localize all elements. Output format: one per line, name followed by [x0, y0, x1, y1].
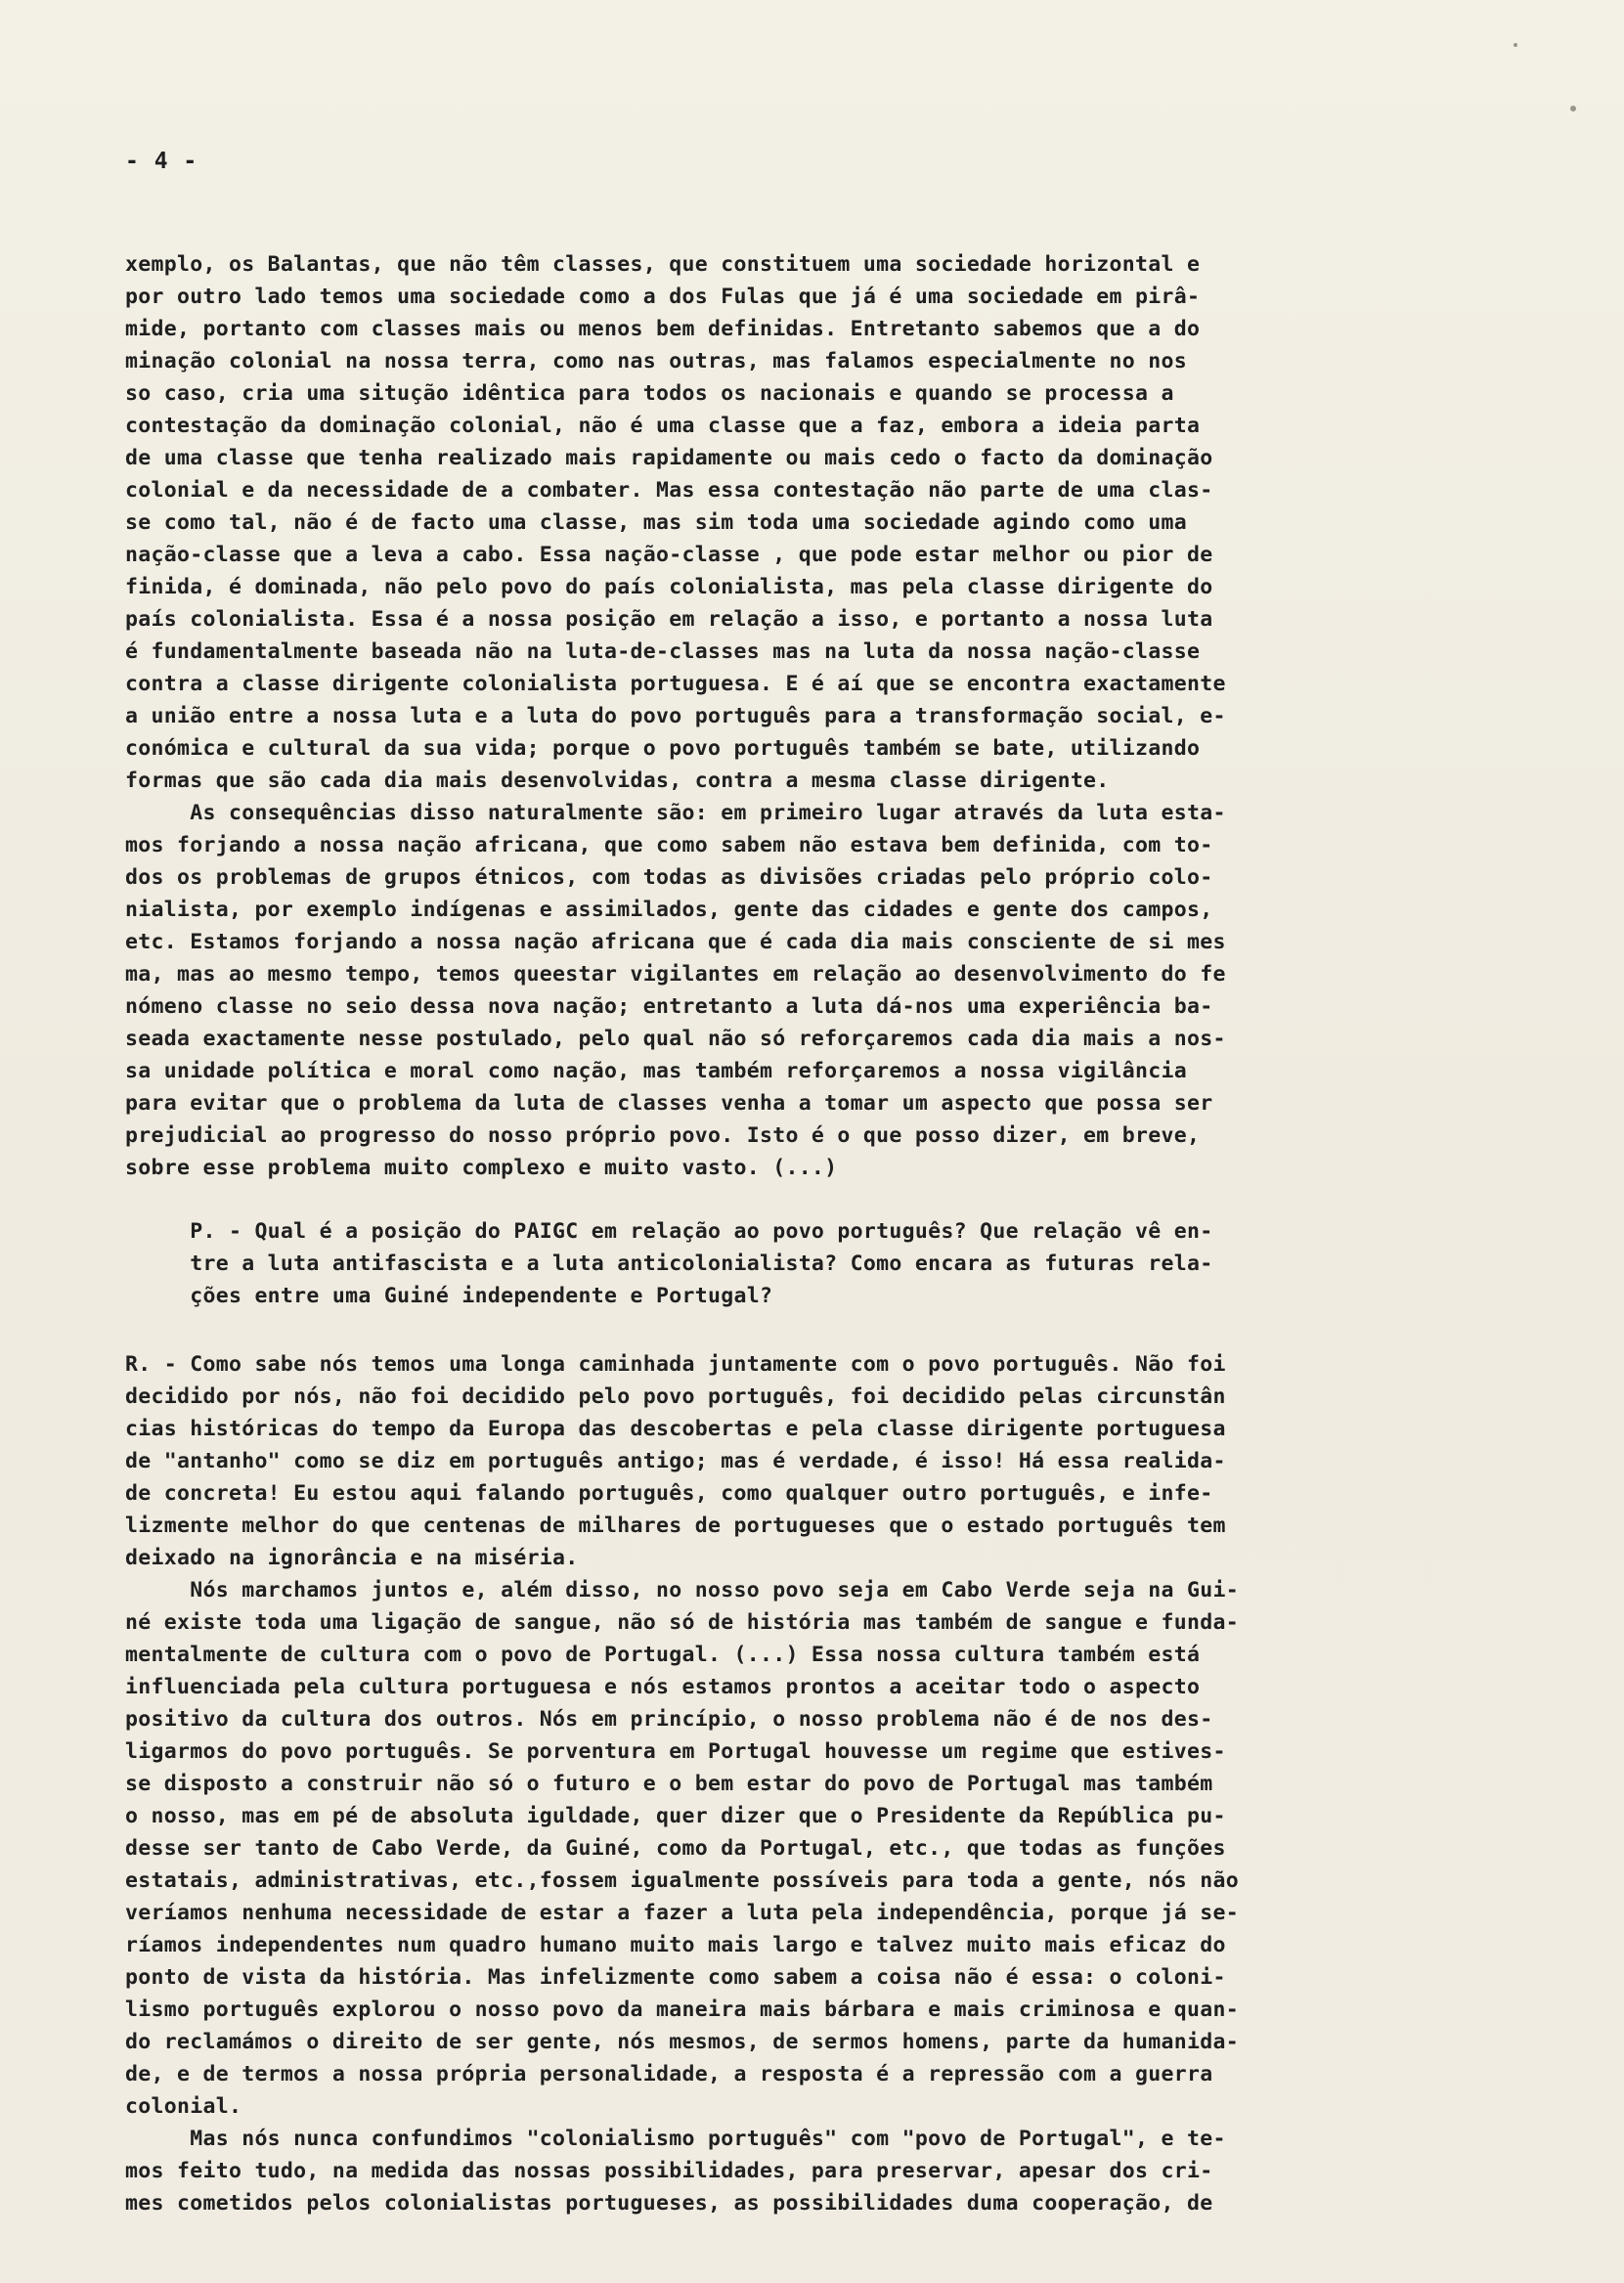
question-line: tre a luta antifascista e a luta anticolonialista? Como encara as futuras rela- — [125, 1251, 1213, 1276]
paragraph-1-line: xemplo, os Balantas, que não têm classes, que constituem uma sociedade horizontal e — [125, 252, 1201, 277]
paragraph-1 — [125, 248, 1474, 1184]
paragraph-1-line: finida, é dominada, não pelo povo do país colonialista, mas pela classe dirigente do — [125, 575, 1213, 599]
answer-line: de "antanho" como se diz em português antigo; mas é verdade, é isso! Há essa realida- — [125, 1449, 1226, 1473]
paragraph-1-line: colonial e da necessidade de a combater. Mas essa contestação não parte de uma clas- — [125, 478, 1213, 503]
answer-line: lismo português explorou o nosso povo da maneira mais bárbara e mais criminosa e quan- — [125, 1998, 1239, 2022]
answer-line: colonial. — [125, 2094, 242, 2119]
answer-line: lizmente melhor do que centenas de milhares de portugueses que o estado português tem — [125, 1514, 1226, 1538]
answer-line: positivo da cultura dos outros. Nós em princípio, o nosso problema não é de nos des- — [125, 1707, 1213, 1732]
paragraph-1-line: para evitar que o problema da luta de classes venha a tomar um aspecto que possa ser — [125, 1091, 1213, 1116]
paragraph-1-line: nómeno classe no seio dessa nova nação; entretanto a luta dá-nos uma experiência ba- — [125, 994, 1213, 1019]
answer-line: de, e de termos a nossa própria personalidade, a resposta é a repressão com a guerra — [125, 2062, 1213, 2086]
question-block — [125, 1215, 1474, 1312]
paragraph-1-line: etc. Estamos forjando a nossa nação africana que é cada dia mais consciente de si mes — [125, 930, 1226, 954]
paragraph-1-line: mos forjando a nossa nação africana, que como sabem não estava bem definida, com to- — [125, 833, 1213, 857]
answer-line: ponto de vista da história. Mas infelizmente como sabem a coisa não é essa: o coloni- — [125, 1965, 1226, 1990]
paragraph-1-line: país colonialista. Essa é a nossa posição em relação a isso, e portanto a nossa luta — [125, 607, 1213, 632]
paragraph-1-line: minação colonial na nossa terra, como nas outras, mas falamos especialmente no nos — [125, 349, 1188, 373]
answer-block — [125, 1348, 1474, 2219]
answer-line: veríamos nenhuma necessidade de estar a fazer a luta pela independência, porque já se- — [125, 1901, 1239, 1925]
answer-line: ligarmos do povo português. Se porventura em Portugal houvesse um regime que estives- — [125, 1739, 1226, 1764]
paragraph-1-line: so caso, cria uma situção idêntica para todos os nacionais e quando se processa a — [125, 381, 1174, 406]
paragraph-1-line: de uma classe que tenha realizado mais rapidamente ou mais cedo o facto da dominação — [125, 446, 1213, 470]
answer-line: mos feito tudo, na medida das nossas possibilidades, para preservar, apesar dos cri- — [125, 2159, 1213, 2183]
answer-line: deixado na ignorância e na miséria. — [125, 1546, 579, 1570]
paragraph-1-line: contestação da dominação colonial, não é uma classe que a faz, embora a ideia parta — [125, 414, 1201, 438]
paragraph-1-line: a união entre a nossa luta e a luta do povo português para a transformação social, e- — [125, 704, 1226, 728]
paragraph-1-line: As consequências disso naturalmente são: em primeiro lugar através da luta esta- — [125, 801, 1226, 825]
paper-speck — [1570, 106, 1576, 111]
answer-line: decidido por nós, não foi decidido pelo povo português, foi decidido pelas circunstân — [125, 1384, 1226, 1409]
paper-speck — [1514, 43, 1517, 47]
answer-line: Nós marchamos juntos e, além disso, no nosso povo seja em Cabo Verde seja na Gui- — [125, 1578, 1239, 1602]
paragraph-1-line: mide, portanto com classes mais ou menos bem definidas. Entretanto sabemos que a do — [125, 317, 1201, 341]
answer-line: né existe toda uma ligação de sangue, não só de história mas também de sangue e funda- — [125, 1610, 1239, 1635]
answer-line: o nosso, mas em pé de absoluta iguldade, quer dizer que o Presidente da República pu- — [125, 1804, 1226, 1828]
paragraph-1-line: seada exactamente nesse postulado, pelo qual não só reforçaremos cada dia mais a nos- — [125, 1027, 1226, 1051]
answer-line: R. - Como sabe nós temos uma longa caminhada juntamente com o povo português. Não foi — [125, 1352, 1226, 1377]
paragraph-1-line: nação-classe que a leva a cabo. Essa nação-classe , que pode estar melhor ou pior de — [125, 543, 1213, 567]
paragraph-1-line: ma, mas ao mesmo tempo, temos queestar vigilantes em relação ao desenvolvimento do fe — [125, 962, 1226, 987]
answer-line: cias históricas do tempo da Europa das descobertas e pela classe dirigente portuguesa — [125, 1417, 1226, 1441]
answer-line: de concreta! Eu estou aqui falando português, como qualquer outro português, e infe- — [125, 1481, 1213, 1506]
answer-line: estatais, administrativas, etc.,fossem igualmente possíveis para toda a gente, nós não — [125, 1868, 1239, 1893]
answer-line: influenciada pela cultura portuguesa e nós estamos prontos a aceitar todo o aspecto — [125, 1675, 1201, 1699]
question-line: ções entre uma Guiné independente e Portugal? — [125, 1284, 773, 1308]
paragraph-1-line: contra a classe dirigente colonialista portuguesa. E é aí que se encontra exactamente — [125, 672, 1226, 696]
answer-line: mes cometidos pelos colonialistas portugueses, as possibilidades duma cooperação, de — [125, 2191, 1213, 2216]
answer-line: ríamos independentes num quadro humano muito mais largo e talvez muito mais eficaz do — [125, 1933, 1226, 1957]
paragraph-1-line: é fundamentalmente baseada não na luta-de-classes mas na luta da nossa nação-classe — [125, 639, 1201, 664]
answer-line: Mas nós nunca confundimos "colonialismo português" com "povo de Portugal", e te- — [125, 2127, 1226, 2151]
answer-line: do reclamámos o direito de ser gente, nós mesmos, de sermos homens, parte da humanida- — [125, 2030, 1239, 2054]
paragraph-1-line: sobre esse problema muito complexo e muito vasto. (...) — [125, 1156, 838, 1180]
answer-line: desse ser tanto de Cabo Verde, da Guiné, como da Portugal, etc., que todas as funções — [125, 1836, 1226, 1861]
answer-line: mentalmente de cultura com o povo de Portugal. (...) Essa nossa cultura também está — [125, 1643, 1201, 1667]
paragraph-1-line: por outro lado temos uma sociedade como a dos Fulas que já é uma sociedade em pirâ- — [125, 285, 1201, 309]
question-line: P. - Qual é a posição do PAIGC em relação ao povo português? Que relação vê en- — [125, 1219, 1213, 1244]
paragraph-1-line: conómica e cultural da sua vida; porque o povo português também se bate, utilizando — [125, 736, 1201, 761]
paragraph-1-line: formas que são cada dia mais desenvolvidas, contra a mesma classe dirigente. — [125, 768, 1110, 793]
paragraph-1-line: prejudicial ao progresso do nosso próprio povo. Isto é o que posso dizer, em breve, — [125, 1123, 1201, 1148]
answer-line: se disposto a construir não só o futuro e o bem estar do povo de Portugal mas também — [125, 1772, 1213, 1796]
paragraph-1-line: nialista, por exemplo indígenas e assimilados, gente das cidades e gente dos campos, — [125, 898, 1213, 922]
page-number: - 4 - — [125, 149, 198, 174]
paragraph-1-line: se como tal, não é de facto uma classe, mas sim toda uma sociedade agindo como uma — [125, 510, 1188, 535]
paragraph-1-line: dos os problemas de grupos étnicos, com todas as divisões criadas pelo próprio colo- — [125, 865, 1213, 890]
paragraph-1-line: sa unidade política e moral como nação, mas também reforçaremos a nossa vigilância — [125, 1059, 1188, 1083]
